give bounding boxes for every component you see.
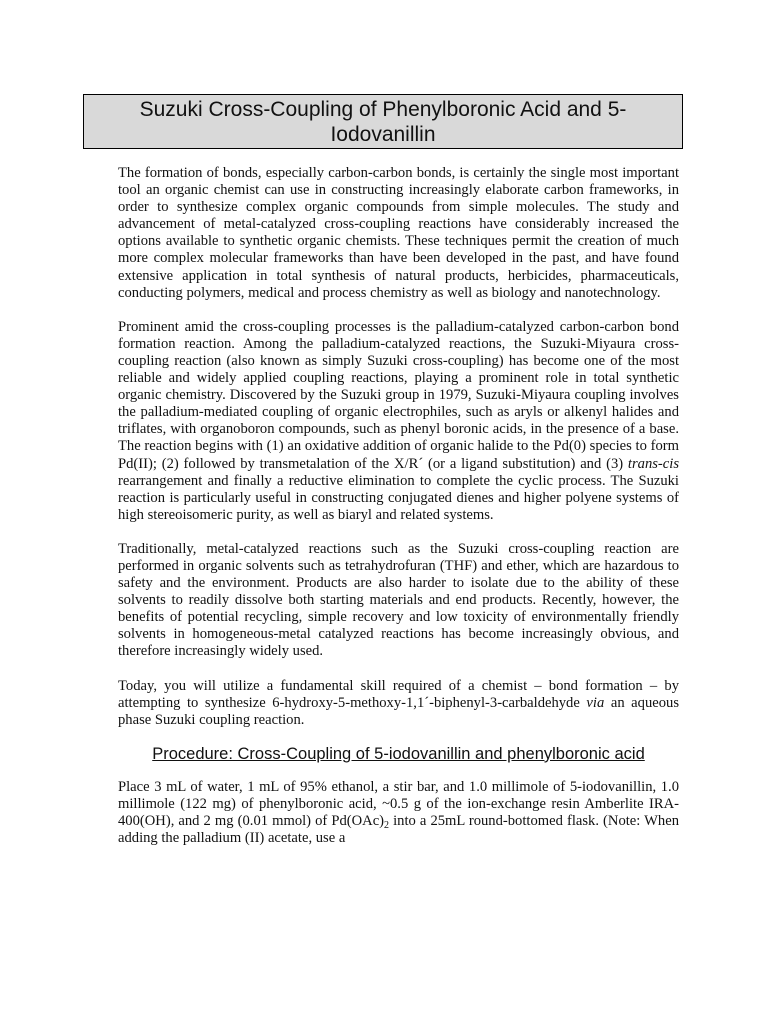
document-body xyxy=(118,165,679,847)
italic-via: via xyxy=(586,694,605,711)
paragraph-4 xyxy=(118,678,679,729)
subscript-2: 2 xyxy=(384,820,390,832)
paragraph-2 xyxy=(118,319,679,524)
procedure-paragraph xyxy=(118,779,679,847)
document-title-text: Suzuki Cross-Coupling of Phenylboronic Acid and 5-Iodovanillin xyxy=(139,97,627,146)
paragraph-4-text-b: an aqueous phase Suzuki coupling reaction. xyxy=(118,694,680,728)
procedure-text-a: Place 3 mL of water, 1 mL of 95% ethanol, a stir bar, and 1.0 millimole of 5-iodovanillin, 1.0 millimole (122 mg) of phenylboronic acid, ~0.5 g of the ion-exchange resin Amberlite IRA-400(OH), and 2 mg (0.01 mmol) of Pd(OAc) xyxy=(118,778,679,830)
paragraph-1: The formation of bonds, especially carbon-carbon bonds, is certainly the single most important tool an organic chemist can use in constructing increasingly elaborate carbon frameworks, in order to synthesize complex organic compounds from simple molecules. The study and advancement of metal-catalyzed cross-coupling reactions have considerably increased the options available to synthetic organic chemists. These techniques permit the creation of much more complex molecular frameworks than have been developed in the past, and have found extensive application in total synthesis of natural products, herbicides, pharmaceuticals, conducting polymers, medical and process chemistry as well as biology and nanotechnology. xyxy=(118,165,679,301)
paragraph-2-text-a: Prominent amid the cross-coupling processes is the palladium-catalyzed carbon-carbon bond formation reaction. Among the palladium-catalyzed reactions, the Suzuki-Miyaura cross-coupling reaction (also known as simply Suzuki cross-coupling) has become one of the most reliable and widely applied coupling reactions, playing a prominent role in total synthetic organic chemistry. Discovered by the Suzuki group in 1979, Suzuki-Miyaura coupling involves the palladium-mediated coupling of organic electrophiles, such as aryls or alkenyl halides and triflates, with organoboron compounds, such as phenyl boronic acids, in the presence of a base. The reaction begins with (1) an oxidative addition of organic halide to the Pd(0) species to form Pd(II); (2) followed by transmetalation of the X/R´ (or a ligand substitution) and (3) xyxy=(118,318,679,472)
paragraph-3: Traditionally, metal-catalyzed reactions such as the Suzuki cross-coupling reaction are performed in organic solvents such as tetrahydrofuran (THF) and ether, which are hazardous to safety and the environment. Products are also harder to isolate due to the ability of these solvents to readily dissolve both starting materials and end products. Recently, however, the benefits of potential recycling, simple recovery and low toxicity of environmentally friendly solvents in homogeneous-metal catalyzed reactions has become increasingly obvious, and therefore increasingly widely used. xyxy=(118,540,679,660)
procedure-text-b: into a 25mL round-bottomed flask. (Note: When adding the palladium (II) acetate, use a xyxy=(118,813,679,847)
italic-trans-cis: trans-cis xyxy=(627,455,679,472)
paragraph-4-text-a: Today, you will utilize a fundamental skill required of a chemist – bond formation – by attempting to synthesize 6-hydroxy-5-methoxy-1,1´-biphenyl-3-carbaldehyde xyxy=(118,677,679,711)
procedure-heading: Procedure: Cross-Coupling of 5-iodovanillin and phenylboronic acid xyxy=(152,744,645,763)
document-title xyxy=(83,94,683,149)
paragraph-2-text-b: rearrangement and finally a reductive elimination to complete the cyclic process. The Suzuki reaction is particularly useful in constructing conjugated dienes and higher polyene systems of high stereoisomeric purity, as well as biaryl and related systems. xyxy=(118,472,679,523)
